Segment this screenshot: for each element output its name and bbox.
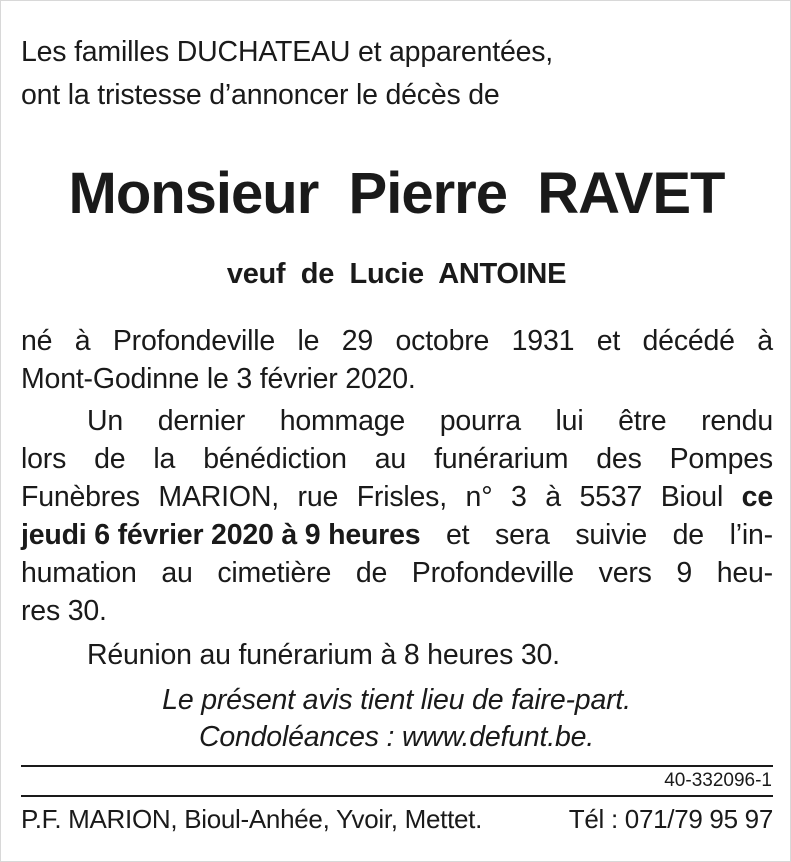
word: octobre (395, 325, 490, 357)
word: pourra (439, 405, 521, 437)
word: Bioul (660, 481, 724, 513)
footer-divider (21, 795, 773, 797)
ceremony-line-1 (21, 402, 773, 440)
word: Frisles, (356, 481, 447, 513)
ceremony-line-5 (21, 554, 773, 592)
word: bénédiction (203, 443, 347, 475)
word: l’in- (729, 519, 773, 551)
word: 29 (341, 325, 374, 357)
word: Pompes (669, 443, 773, 475)
word: MARION, (158, 481, 279, 513)
word: funérarium (434, 443, 569, 475)
word: à (74, 325, 91, 357)
word: 3 (511, 481, 527, 513)
word: de (94, 443, 126, 475)
word: hommage (279, 405, 406, 437)
word: suivie (575, 519, 647, 551)
divider (21, 765, 773, 767)
word: lors (21, 443, 67, 475)
footer-funeral-home (21, 801, 773, 837)
word: à (545, 481, 561, 513)
word: Un (87, 405, 124, 437)
intro-line-announcement: ont la tristesse d’annoncer le décès de (21, 79, 500, 111)
word: 1931 (511, 325, 575, 357)
ceremony-line-3 (21, 478, 773, 516)
footer-phone: Tél : 071/79 95 97 (568, 804, 773, 834)
word: Profondeville (112, 325, 276, 357)
birth-death-line-1 (21, 322, 773, 360)
word: de (355, 557, 388, 589)
notice-line-faire-part: Le présent avis tient lieu de faire-part. (162, 684, 631, 716)
emphasized-word: ce (741, 481, 773, 513)
footer-funeral-home-name: P.F. MARION, Bioul-Anhée, Yvoir, Mettet. (21, 804, 483, 834)
notice-block (1, 682, 791, 756)
ceremony-paragraph (21, 402, 773, 630)
word: rendu (701, 405, 773, 437)
word: dernier (157, 405, 246, 437)
intro-line-families: Les familles DUCHATEAU et apparentées, (21, 36, 554, 68)
intro-paragraph (21, 31, 776, 117)
deceased-name: Monsieur Pierre RAVET (68, 161, 725, 226)
word: et (596, 325, 621, 357)
word: Profondeville (411, 557, 574, 589)
word: humation (21, 557, 137, 589)
word: vers (598, 557, 652, 589)
notice-line-condolences: Condoléances : www.defunt.be. (198, 721, 595, 753)
word: né (21, 325, 53, 357)
reunion-line: Réunion au funérarium à 8 heures 30. (87, 639, 560, 671)
word: 9 (676, 557, 693, 589)
word: cimetière (217, 557, 332, 589)
ceremony-line-2 (21, 440, 773, 478)
word: rue (297, 481, 339, 513)
word: au (161, 557, 193, 589)
widower-line: veuf de Lucie ANTOINE (226, 258, 567, 290)
word: la (153, 443, 176, 475)
emphasized-word: jeudi 6 février 2020 à 9 heures (21, 519, 421, 551)
word: et (446, 519, 470, 551)
word: le (297, 325, 320, 357)
word: décédé (642, 325, 735, 357)
word: 5537 (579, 481, 643, 513)
word: Funèbres (21, 481, 140, 513)
word: à (757, 325, 773, 357)
reference-number: 40-332096-1 (664, 770, 772, 791)
birth-death-paragraph (21, 322, 773, 398)
word: sera (495, 519, 550, 551)
word: lui (555, 405, 584, 437)
word: être (618, 405, 667, 437)
word: au (374, 443, 407, 475)
ceremony-line-6: res 30. (21, 595, 107, 627)
word: de (672, 519, 704, 551)
word: n° (465, 481, 493, 513)
word: heu- (716, 557, 773, 589)
birth-death-line-2: Mont-Godinne le 3 février 2020. (21, 363, 416, 395)
word: des (596, 443, 642, 475)
ceremony-line-4 (21, 516, 773, 554)
